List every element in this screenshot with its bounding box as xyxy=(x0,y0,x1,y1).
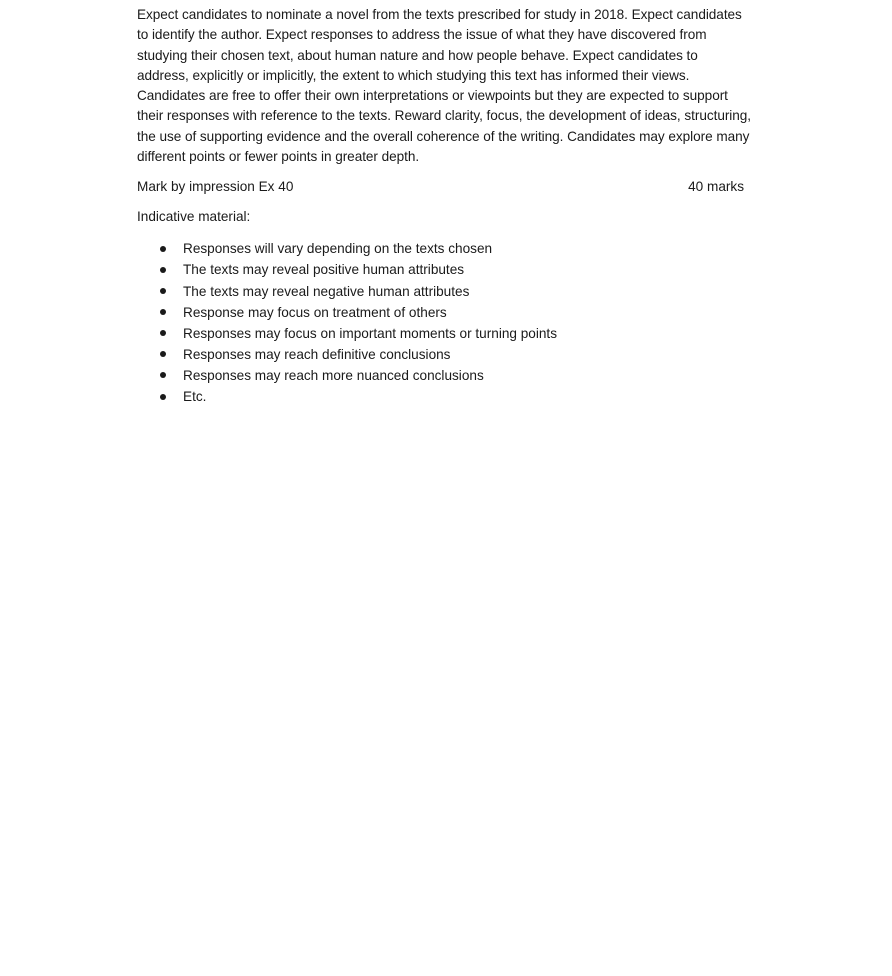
indicative-list xyxy=(137,238,752,407)
list-item xyxy=(137,238,752,259)
bullet-icon xyxy=(160,330,166,336)
intro-paragraph: Expect candidates to nominate a novel from the texts prescribed for study in 2018. Expect candidates to identify the author. Expect responses to address the issue of what they have discovered from studying their chosen text, about human nature and how people behave. Expect candidates to address, explicitly or implicitly, the extent to which studying this text has informed their views. Candidates are free to offer their own interpretations or viewpoints but they are expected to support their responses with reference to the texts. Reward clarity, focus, the development of ideas, structuring, the use of supporting evidence and the overall coherence of the writing. Candidates may explore many different points or fewer points in greater depth. xyxy=(137,7,752,165)
list-item xyxy=(137,259,752,280)
marks-total: 40 marks xyxy=(688,179,744,195)
bullet-icon xyxy=(160,288,166,294)
list-item xyxy=(137,323,752,344)
list-item-text: Responses will vary depending on the texts chosen xyxy=(183,241,493,257)
list-item-text: Etc. xyxy=(183,389,207,405)
list-item-text: Responses may focus on important moments or turning points xyxy=(183,325,558,341)
list-item xyxy=(137,365,752,386)
marking-instruction: Mark by impression Ex 40 xyxy=(137,179,294,195)
bullet-icon xyxy=(160,351,166,357)
list-item xyxy=(137,302,752,323)
document-page xyxy=(137,5,752,407)
indicative-heading: Indicative material: xyxy=(137,209,251,225)
bullet-icon xyxy=(160,372,166,378)
bullet-icon xyxy=(160,394,166,400)
marks-line xyxy=(137,177,744,197)
bullet-icon xyxy=(160,246,166,252)
list-item xyxy=(137,344,752,365)
list-item-text: The texts may reveal positive human attributes xyxy=(183,262,465,278)
bullet-icon xyxy=(160,267,166,273)
list-item-text: Responses may reach more nuanced conclusions xyxy=(183,367,484,383)
bullet-icon xyxy=(160,309,166,315)
list-item-text: The texts may reveal negative human attributes xyxy=(183,283,470,299)
list-item xyxy=(137,386,752,407)
list-item xyxy=(137,281,752,302)
list-item-text: Responses may reach definitive conclusions xyxy=(183,346,451,362)
list-item-text: Response may focus on treatment of others xyxy=(183,304,447,320)
